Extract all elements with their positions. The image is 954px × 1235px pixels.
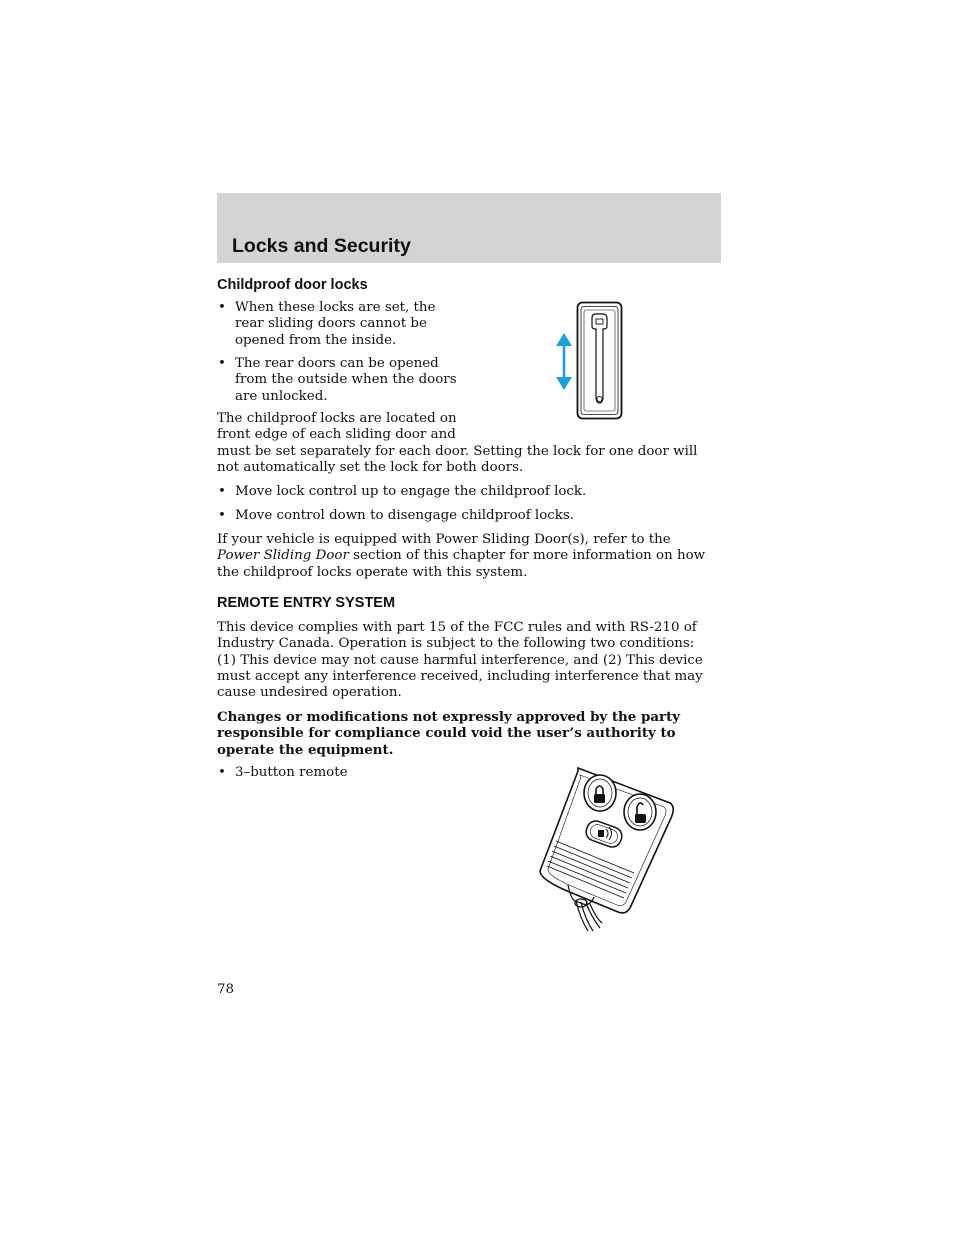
page-number: 78 <box>217 982 235 997</box>
remote-keyfob-illustration-icon <box>530 763 675 935</box>
paragraph-line: Industry Canada. Operation is subject to the following two conditions: <box>217 636 695 652</box>
list-item <box>218 484 718 502</box>
paragraph-line: section of this chapter for more information on how <box>348 548 706 564</box>
childproof-heading: Childproof door locks <box>217 277 368 293</box>
paragraph-line: the childproof locks operate with this system. <box>217 564 528 580</box>
paragraph-line: (1) This device may not cause harmful interference, and (2) This device <box>217 652 703 668</box>
bullet-dot: • <box>218 508 226 523</box>
italic-reference: Power Sliding Door <box>217 548 349 564</box>
paragraph-line: cause undesired operation. <box>217 685 402 701</box>
paragraph-line: front edge of each sliding door and <box>217 427 456 443</box>
bullet-line: are unlocked. <box>235 388 328 404</box>
bullet-line: Move control down to disengage childproof locks. <box>235 508 575 523</box>
paragraph-line: Changes or modifications not expressly approved by the party <box>217 709 681 725</box>
childproof-lock-illustration-icon <box>550 298 630 424</box>
bullet-dot: • <box>218 484 226 499</box>
remote-entry-heading: REMOTE ENTRY SYSTEM <box>217 595 396 611</box>
warning-paragraph <box>217 709 727 758</box>
list-item <box>218 300 478 350</box>
bullet-dot: • <box>218 300 226 315</box>
bullet-line: opened from the inside. <box>235 332 397 348</box>
paragraph-line: operate the equipment. <box>217 741 394 758</box>
power-door-paragraph <box>217 532 727 581</box>
paragraph-line: responsible for compliance could void the user’s authority to <box>217 725 676 742</box>
bullet-dot: • <box>218 356 226 371</box>
bullet-line: from the outside when the doors <box>235 372 457 388</box>
list-item <box>218 356 478 406</box>
bullet-dot: • <box>218 765 226 780</box>
location-paragraph <box>217 411 721 476</box>
paragraph-line: must be set separately for each door. Setting the lock for one door will <box>217 443 698 459</box>
section-title: Locks and Security <box>232 235 411 257</box>
bullet-line: The rear doors can be opened <box>235 356 439 371</box>
paragraph-line: If your vehicle is equipped with Power Sliding Door(s), refer to the <box>217 532 671 547</box>
list-item <box>218 765 518 783</box>
paragraph-line: The childproof locks are located on <box>217 411 457 426</box>
list-item <box>218 508 718 526</box>
paragraph-line: not automatically set the lock for both doors. <box>217 459 524 475</box>
bullet-line: Move lock control up to engage the childproof lock. <box>235 484 587 499</box>
paragraph-line: This device complies with part 15 of the FCC rules and with RS-210 of <box>217 620 697 635</box>
paragraph-line: must accept any interference received, including interference that may <box>217 668 703 684</box>
bullet-line: rear sliding doors cannot be <box>235 316 427 332</box>
fcc-paragraph <box>217 620 727 701</box>
section-header-band <box>217 193 721 263</box>
bullet-line: When these locks are set, the <box>235 300 436 315</box>
bullet-line: 3–button remote <box>235 765 348 780</box>
